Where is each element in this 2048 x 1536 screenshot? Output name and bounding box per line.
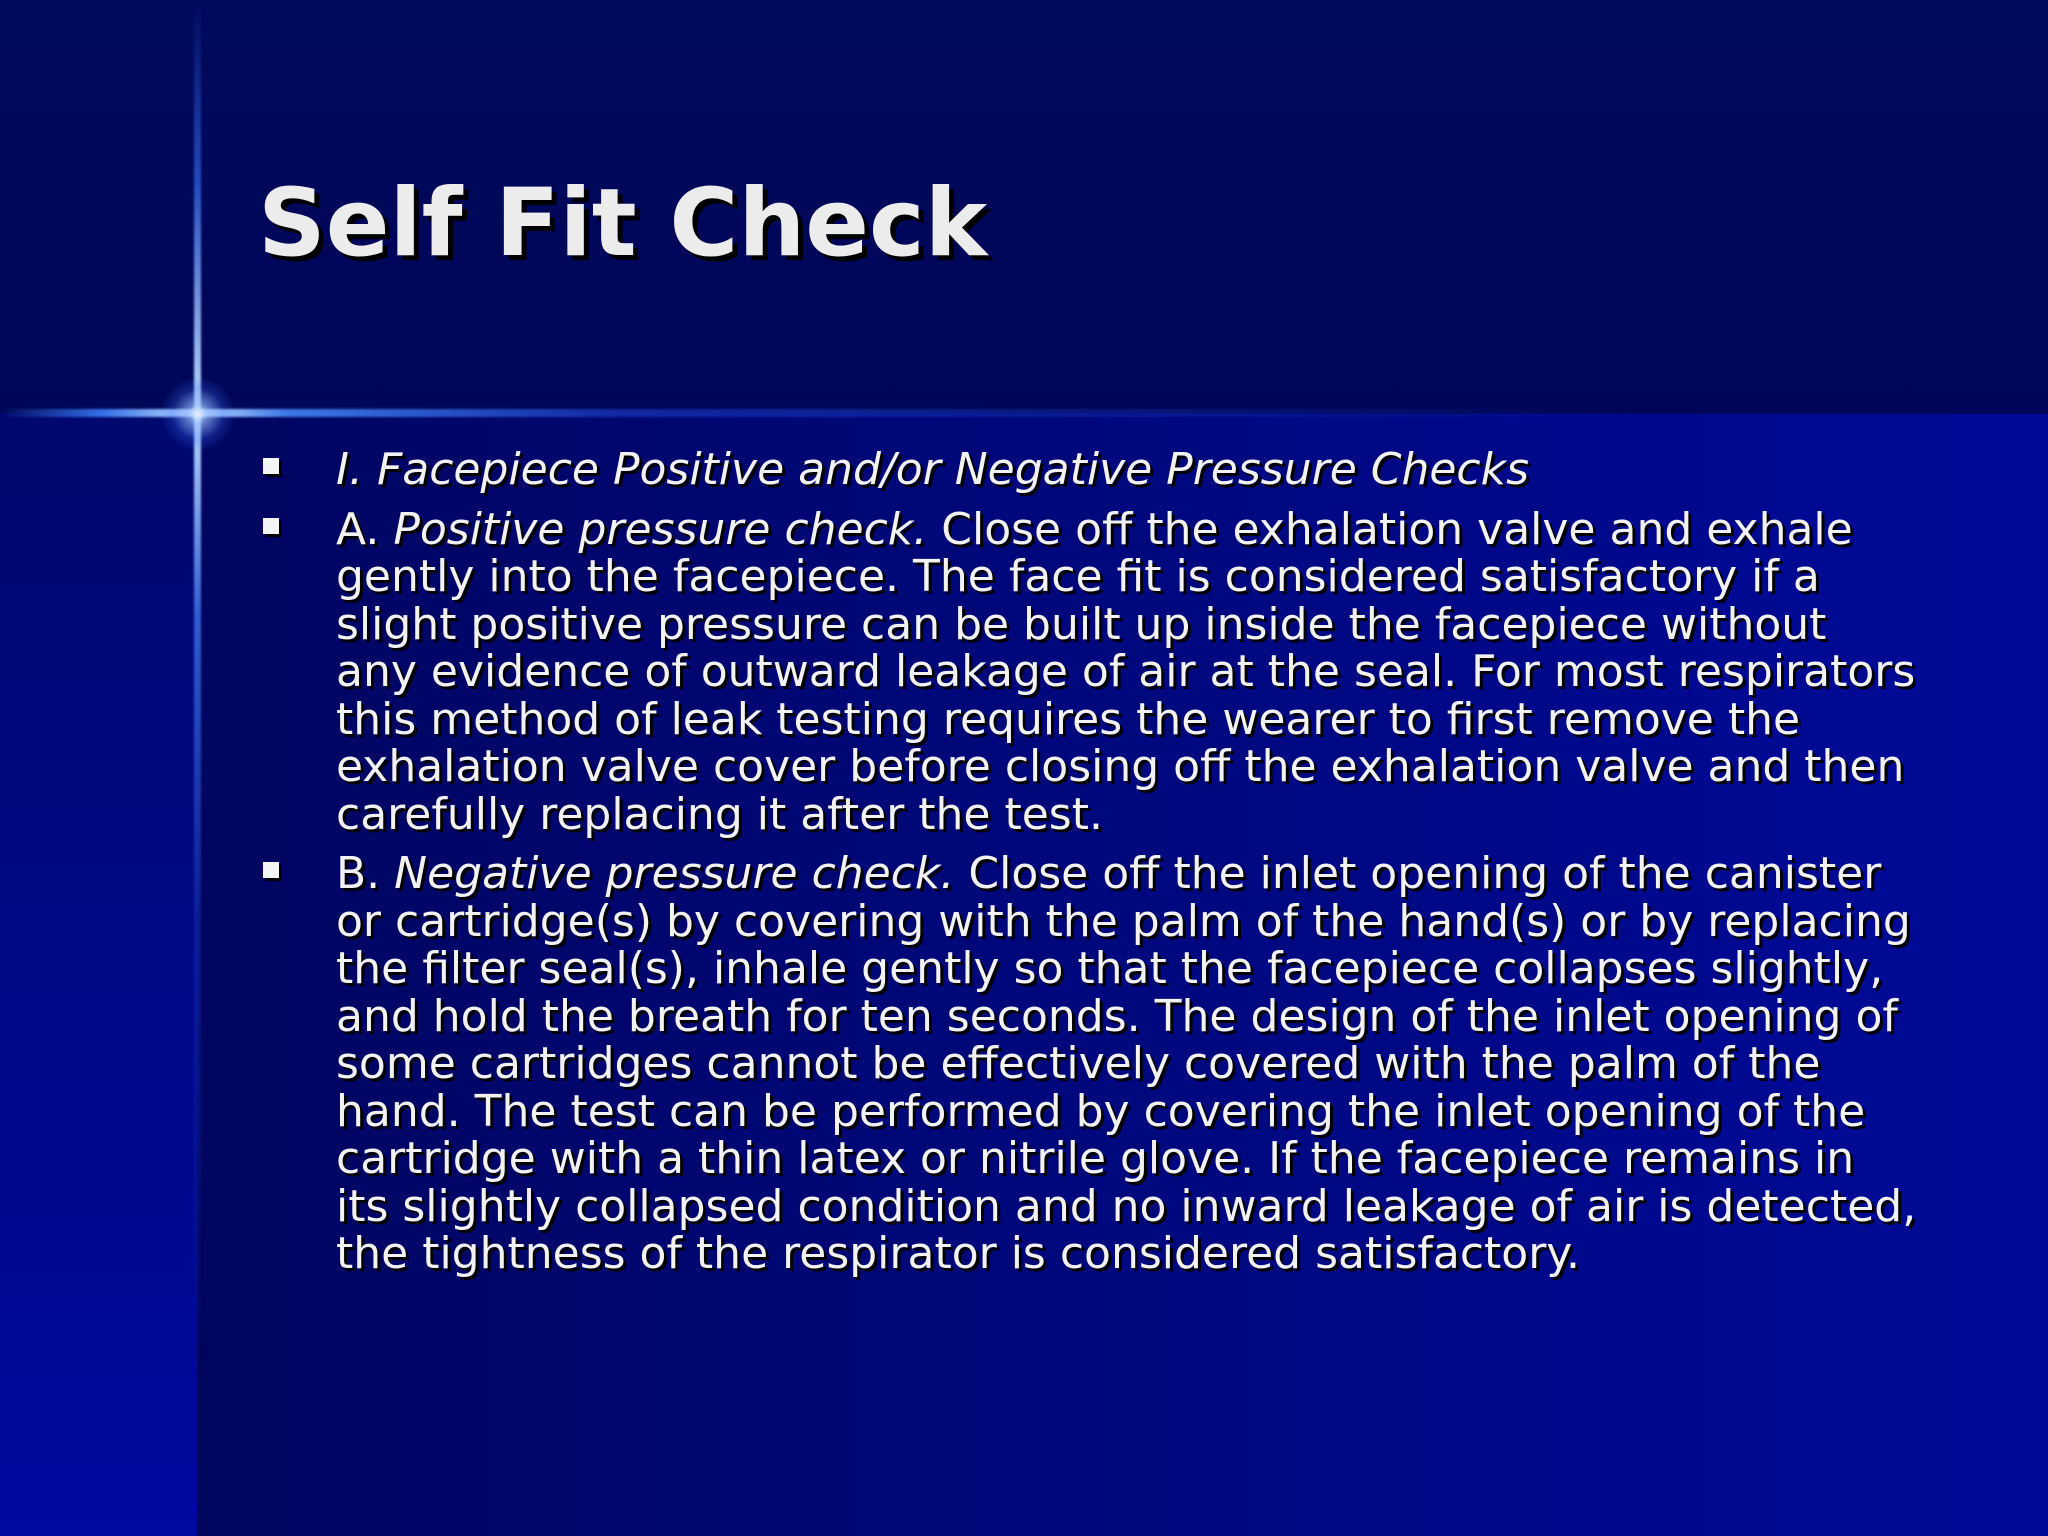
- bullet-emphasis: I. Facepiece Positive and/or Negative Pressure Checks: [336, 444, 1530, 495]
- bullet-emphasis: Positive pressure check.: [393, 503, 928, 555]
- square-bullet-icon: [263, 862, 279, 878]
- slide-title: Self Fit Check: [258, 169, 988, 278]
- bullet-lead: A.: [336, 503, 394, 555]
- square-bullet-icon: [263, 458, 279, 474]
- bullet-item-positive-pressure: [258, 503, 1918, 840]
- lens-flare-vertical: [194, 0, 201, 1536]
- bullet-text: Close off the inlet opening of the canister or cartridge(s) by covering with the palm of the hand(s) or by replacing the filter seal(s), inhale gently so that the facepiece collapses slightly, and hold the breath for ten seconds. The design of the inlet opening of some cartridges cannot be effectively covered with the palm of the hand. The test can be performed by covering the inlet opening of the cartridge with a thin latex or nitrile glove. If the facepiece remains in its slightly collapsed condition and no inward leakage of air is detected, the tightness of the respirator is considered satisfactory.: [336, 848, 1917, 1279]
- bullet-lead: B.: [336, 848, 395, 899]
- bullet-emphasis: Negative pressure check.: [394, 848, 955, 899]
- lens-flare-icon: [162, 378, 234, 450]
- square-bullet-icon: [263, 518, 279, 534]
- bullet-list: [258, 446, 1918, 1290]
- bullet-text: Close off the exhalation valve and exhale gently into the facepiece. The face fit is considered satisfactory if a slight positive pressure can be built up inside the facepiece without any evidence of outward leakage of air at the seal. For most respirators this method of leak testing requires the wearer to first remove the exhalation valve cover before closing off the exhalation valve and then carefully replacing it after the test.: [336, 503, 1916, 840]
- lens-flare-horizontal: [0, 409, 2048, 417]
- bullet-item-negative-pressure: [258, 850, 1918, 1278]
- bullet-item-section: [258, 446, 1918, 494]
